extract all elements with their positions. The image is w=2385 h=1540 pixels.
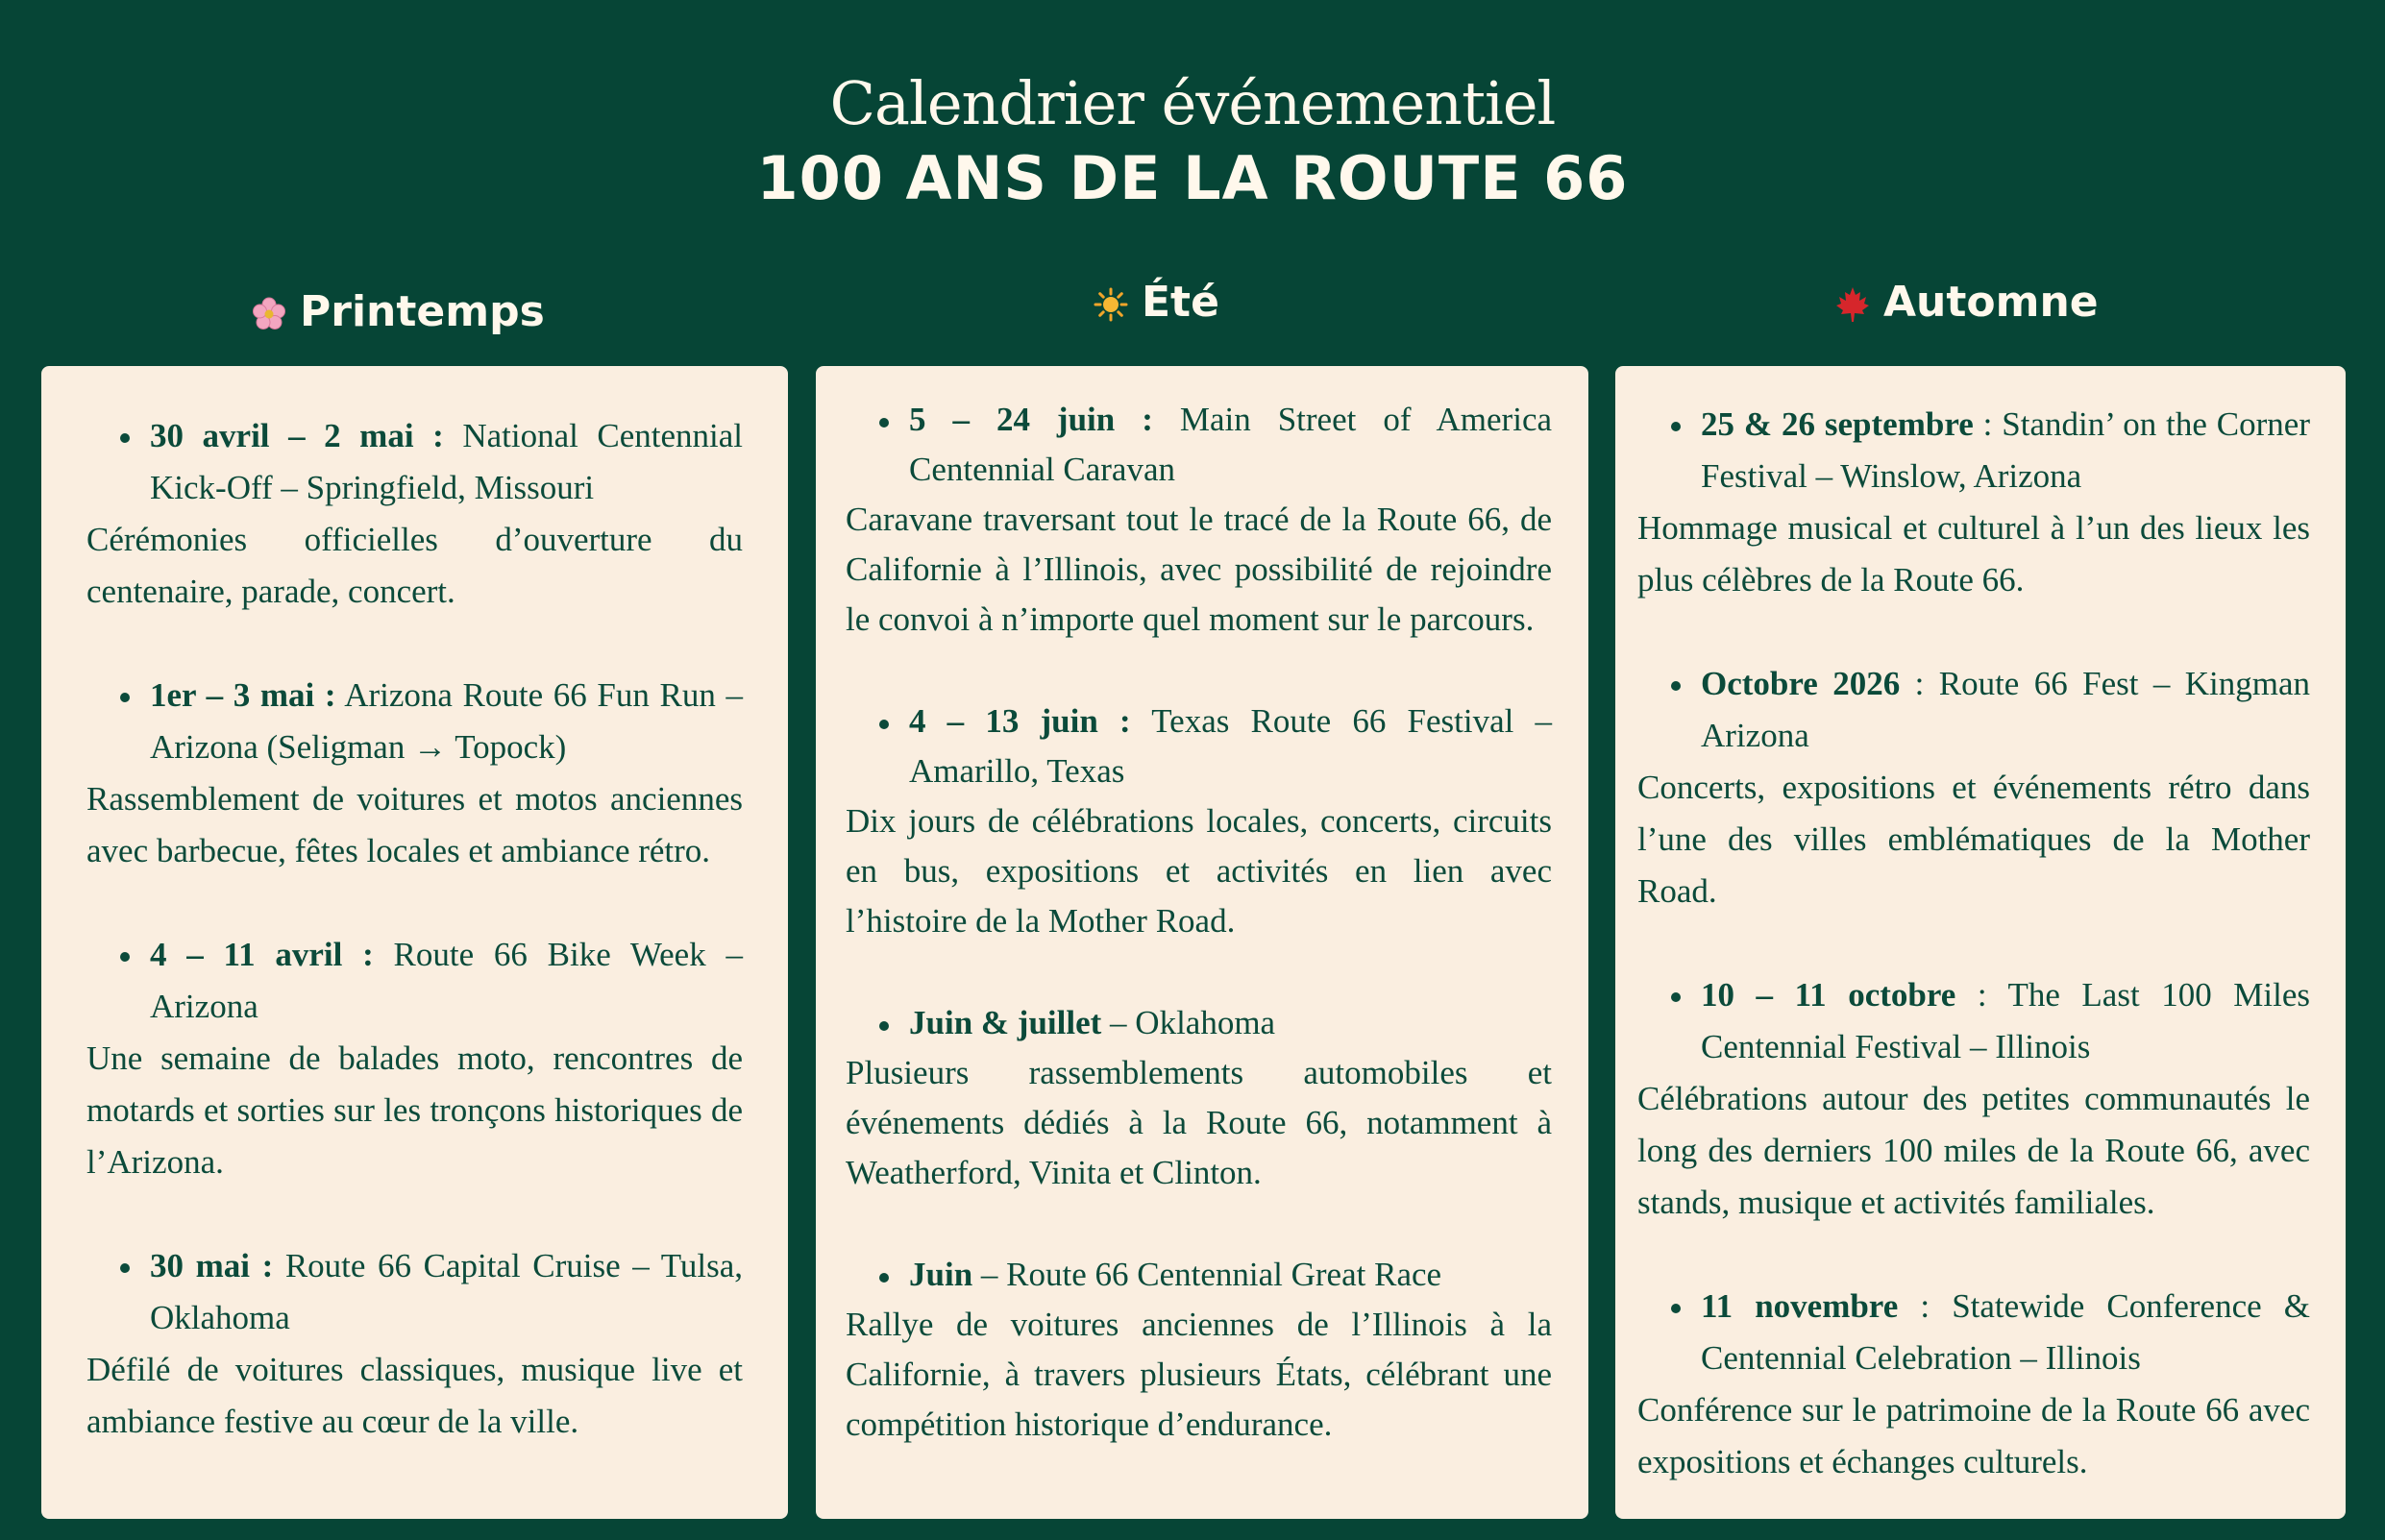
event-description: Cérémonies officielles d’ouverture du centenaire, parade, concert. [86,521,743,610]
title-line-1: Calendrier événementiel [829,68,1556,138]
heading-printemps [252,283,545,341]
event-item [1637,658,2310,917]
event-title: Main Street of America Centennial Caravan [909,401,1553,488]
event-title: National Centennial Kick-Off – Springfield, Missouri [150,417,743,506]
event-item [1637,399,2310,606]
event-date: 11 novembre [1701,1287,1899,1325]
event-description: Rassemblement de voitures et motos anciennes avec barbecue, fêtes locales et ambiance rétro. [86,780,743,869]
event-item [846,395,1552,645]
card-automne [1615,366,2346,1519]
event-description: Conférence sur le patrimoine de la Route 66 avec expositions et échanges culturels. [1637,1391,2310,1480]
flower-icon [252,297,286,331]
event-date: 1er – 3 mai : [150,676,336,714]
event-description: Dix jours de célébrations locales, concerts, circuits en bus, expositions et activités en lien avec l’histoire de la Mother Road. [846,802,1552,940]
event-date: Juin & juillet [909,1004,1102,1041]
event-date: 30 mai : [150,1247,274,1284]
event-header [86,929,743,1033]
heading-ete [1094,274,1219,331]
event-header [1637,969,2310,1073]
event-date: Octobre 2026 [1701,665,1901,702]
event-title: : Route 66 Fest – Kingman Arizona [1701,665,2310,754]
event-date: 30 avril – 2 mai : [150,417,444,454]
event-description: Rallye de voitures anciennes de l’Illinois à la Californie, à travers plusieurs États, célébrant une compétition historique d’endurance. [846,1306,1552,1443]
event-header [86,410,743,514]
event-item [1637,969,2310,1229]
title-line-2: 100 ANS DE LA ROUTE 66 [756,143,1629,213]
event-date: 4 – 11 avril : [150,936,374,973]
event-item [86,1240,743,1448]
event-description: Concerts, expositions et événements rétro dans l’une des villes emblématiques de la Mother Road. [1637,769,2310,910]
heading-label: Printemps [300,287,545,336]
event-title: – Oklahoma [1101,1004,1276,1041]
event-item [86,410,743,618]
card-ete [816,366,1588,1519]
event-header [846,998,1552,1048]
heading-automne [1835,274,2099,331]
event-item [86,670,743,877]
event-header [86,670,743,773]
event-title: : Statewide Conference & Centennial Celebration – Illinois [1701,1287,2310,1377]
event-title: Route 66 Bike Week – Arizona [150,936,743,1025]
event-description: Célébrations autour des petites communautés le long des derniers 100 miles de la Route 66, avec stands, musique et activités familiales. [1637,1080,2310,1221]
heading-label: Été [1142,278,1219,327]
event-title: : The Last 100 Miles Centennial Festival – Illinois [1701,976,2310,1065]
maple-leaf-icon [1835,286,1870,323]
event-date: 25 & 26 septembre [1701,405,1974,443]
event-header [1637,1281,2310,1384]
event-date: 10 – 11 octobre [1701,976,1956,1014]
card-printemps [41,366,788,1519]
event-title: Route 66 Capital Cruise – Tulsa, Oklahoma [150,1247,743,1336]
heading-label: Automne [1883,278,2099,327]
page-title [0,65,2385,217]
event-item [846,998,1552,1198]
event-item [1637,1281,2310,1488]
event-description: Plusieurs rassemblements automobiles et événements dédiés à la Route 66, notamment à Weatherford, Vinita et Clinton. [846,1054,1552,1191]
event-description: Une semaine de balades moto, rencontres de motards et sorties sur les tronçons historiques de l’Arizona. [86,1039,743,1181]
event-title: – Route 66 Centennial Great Race [972,1256,1442,1293]
event-header [846,1250,1552,1300]
event-item [846,697,1552,946]
event-item [86,929,743,1188]
event-description: Défilé de voitures classiques, musique live et ambiance festive au cœur de la ville. [86,1351,743,1440]
event-description: Hommage musical et culturel à l’un des lieux les plus célèbres de la Route 66. [1637,509,2310,599]
event-title: Texas Route 66 Festival – Amarillo, Texas [909,702,1552,790]
event-item [846,1250,1552,1450]
event-header [1637,399,2310,502]
event-header [1637,658,2310,762]
event-header [846,697,1552,796]
event-description: Caravane traversant tout le tracé de la Route 66, de Californie à l’Illinois, avec possibilité de rejoindre le convoi à n’importe quel moment sur le parcours. [846,501,1552,638]
event-date: 5 – 24 juin : [909,401,1153,438]
event-title: Arizona Route 66 Fun Run – Arizona (Seligman → Topock) [150,676,743,766]
event-title: : Standin’ on the Corner Festival – Winslow, Arizona [1701,405,2310,495]
sun-icon [1094,287,1128,322]
event-date: 4 – 13 juin : [909,702,1131,740]
event-header [86,1240,743,1344]
event-date: Juin [909,1256,973,1293]
event-header [846,395,1552,495]
